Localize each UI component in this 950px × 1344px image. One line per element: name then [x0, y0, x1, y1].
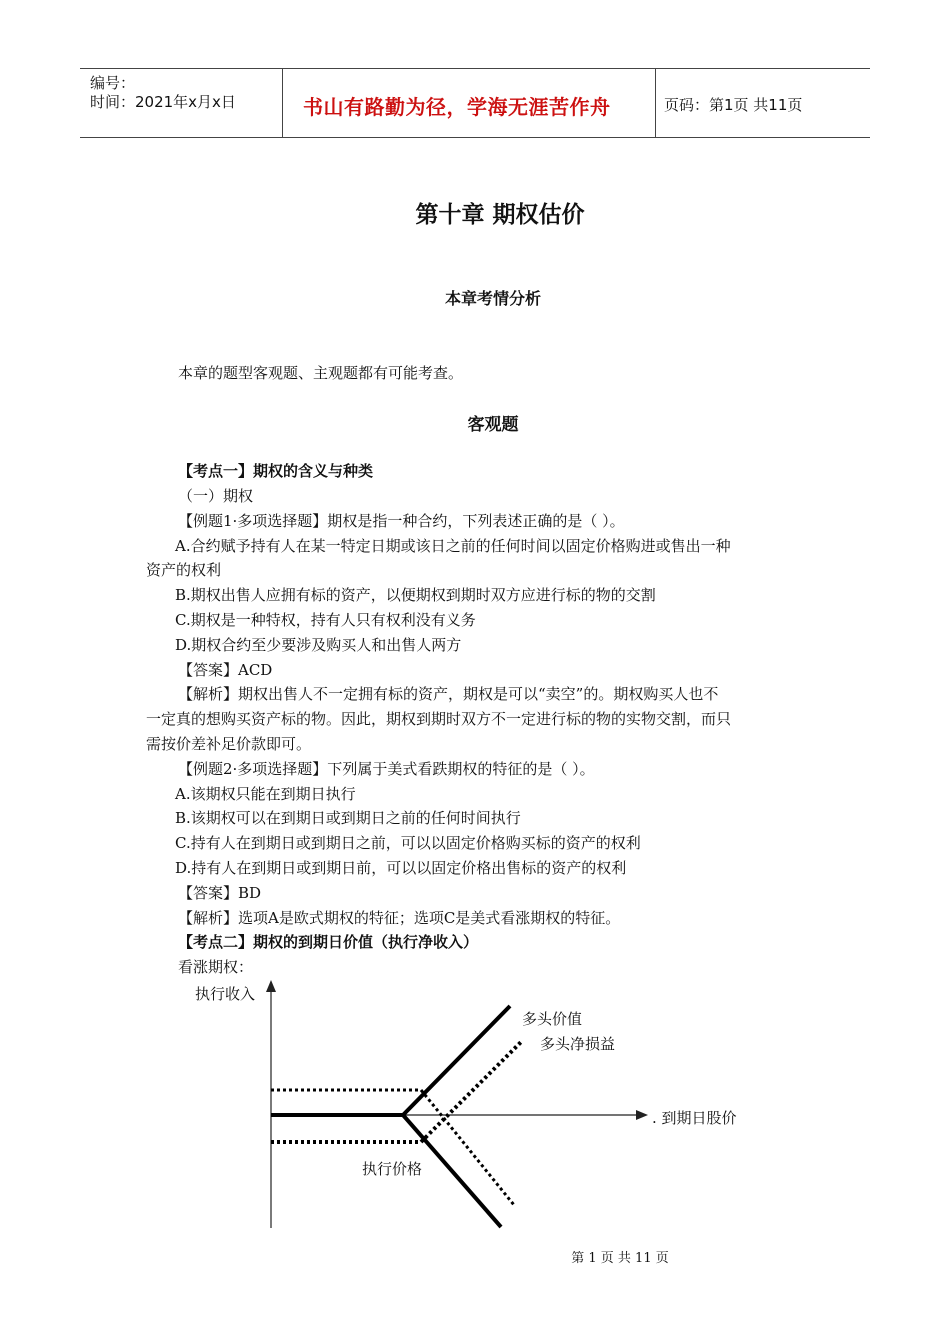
question-option: A.该期权只能在到期日执行 — [175, 785, 356, 803]
long-net-label: 多头净损益 — [540, 1035, 616, 1053]
short-net-line — [271, 1090, 514, 1205]
analysis-line: 一定真的想购买资产标的物。因此，期权到期时双方不一定进行标的物的实物交割，而只 — [146, 710, 732, 728]
header-page-info: 页码：第1页 共11页 — [664, 96, 803, 114]
question-option: C.持有人在到期日或到期日之前，可以以固定价格购买标的资产的权利 — [175, 834, 641, 852]
strike-price-label: 执行价格 — [362, 1160, 423, 1178]
section-subtitle: 本章考情分析 — [444, 289, 541, 308]
question-option: B.该期权可以在到期日或到期日之前的任何时间执行 — [175, 809, 521, 827]
answer-line: 【答案】BD — [178, 884, 262, 902]
chapter-title: 第十章 期权估价 — [415, 202, 585, 228]
analysis-line: 【解析】期权出售人不一定拥有标的资产，期权是可以“卖空”的。期权购买人也不 — [178, 685, 719, 703]
question-option: B.期权出售人应拥有标的资产，以便期权到期时双方应进行标的物的交割 — [175, 586, 656, 604]
y-axis-label: 执行收入 — [195, 985, 256, 1003]
long-value-label: 多头价值 — [522, 1010, 583, 1028]
section-heading: 客观题 — [467, 415, 519, 435]
header-number: 编号： — [90, 74, 136, 92]
question-option-cont: 资产的权利 — [146, 561, 222, 579]
body-line: 看涨期权： — [178, 958, 254, 976]
x-axis-label: . 到期日股价 — [652, 1109, 737, 1127]
question-stem: 【例题1·多项选择题】期权是指一种合约，下列表述正确的是（ ）。 — [178, 512, 625, 530]
y-axis-arrow-icon — [266, 980, 276, 992]
intro-paragraph: 本章的题型客观题、主观题都有可能考查。 — [178, 364, 464, 382]
header-motto: 书山有路勤为径，学海无涯苦作舟 — [303, 95, 611, 119]
long-value-line — [271, 1006, 510, 1115]
analysis-line: 【解析】选项A是欧式期权的特征；选项C是美式看涨期权的特征。 — [178, 909, 621, 927]
question-stem: 【例题2·多项选择题】下列属于美式看跌期权的特征的是（ ）。 — [178, 760, 595, 778]
question-option: D.期权合约至少要涉及购买人和出售人两方 — [175, 636, 462, 654]
answer-line: 【答案】ACD — [178, 661, 273, 679]
topic-heading: 【考点一】期权的含义与种类 — [178, 462, 374, 480]
question-option: C.期权是一种特权，持有人只有权利没有义务 — [175, 611, 476, 629]
header-time: 时间：2021年x月x日 — [90, 93, 236, 111]
analysis-line: 需按价差补足价款即可。 — [146, 735, 312, 753]
body-line: （一）期权 — [178, 487, 254, 505]
x-axis-arrow-icon — [636, 1110, 648, 1120]
question-option: A.合约赋予持有人在某一特定日期或该日之前的任何时间以固定价格购进或售出一种 — [175, 537, 731, 555]
question-option: D.持有人在到期日或到期日前，可以以固定价格出售标的资产的权利 — [175, 859, 627, 877]
page-footer: 第 1 页 共 11 页 — [571, 1251, 669, 1266]
topic-heading: 【考点二】期权的到期日价值（执行净收入） — [178, 933, 479, 951]
